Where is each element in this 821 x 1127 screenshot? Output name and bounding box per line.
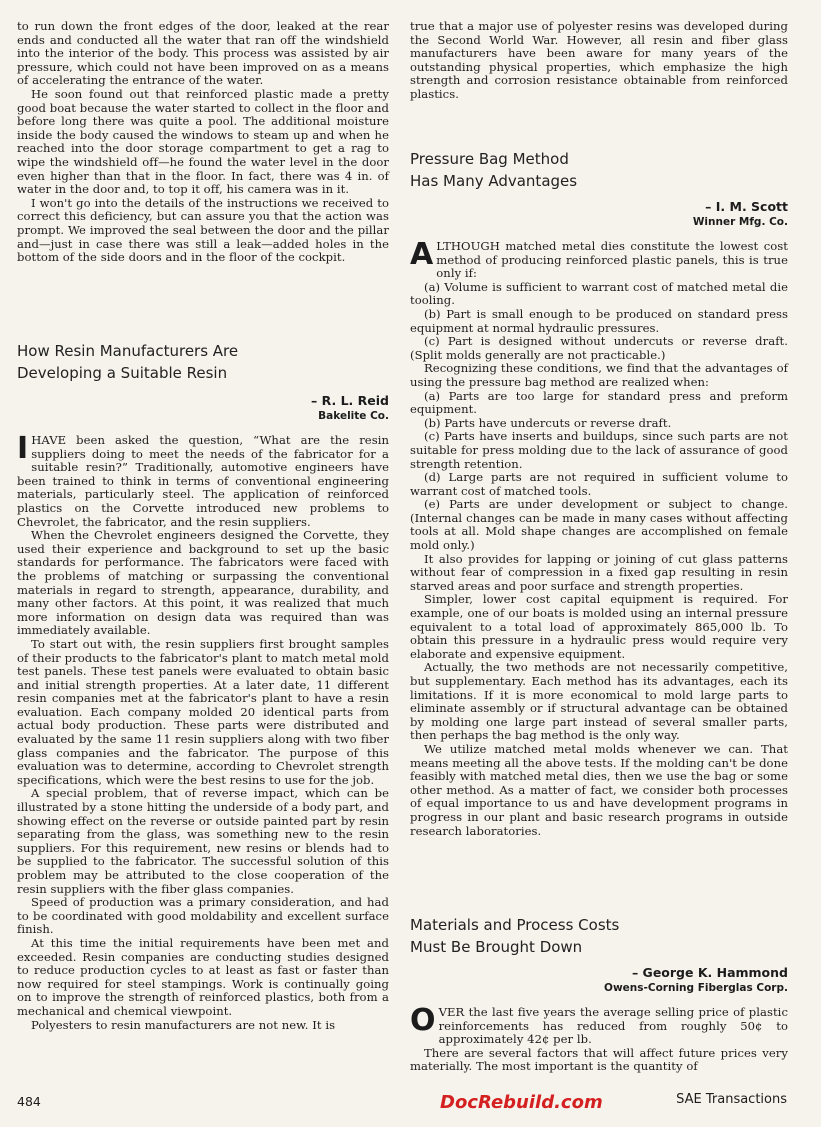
paragraph: We utilize matched metal molds whenever we can. That means meeting all the above tests. If the molding can't be done feasibly with matched metal dies, then we use the bag or some other method. As a matter of fact, we consider both processes of equal importance to us and have development programs in progress in our plant and basic research programs in outside research laboratories.: [410, 741, 788, 838]
paragraph: ALTHOUGH matched metal dies constitute the lowest cost method of producing reinforced plastic panels, this is true only if:: [410, 237, 788, 281]
paragraph: OVER the last five years the average selling price of plastic reinforcements has reduced from roughly 50¢ to approximately 42¢ per lb.: [410, 1003, 788, 1047]
paragraph: Actually, the two methods are not necessarily competitive, but supplementary. Each method has its advantages, each its limitations. If it is more economical to mold large parts to eliminate assembly or if structural advantage can be obtained by molding one large part instead of several smaller parts, then perhaps the bag method is the only way.: [410, 660, 788, 743]
section-costs: [410, 914, 788, 1074]
author-affiliation: Owens-Corning Fiberglas Corp.: [604, 982, 788, 994]
paragraph: (d) Large parts are not required in sufficient volume to warrant cost of matched tools.: [410, 470, 788, 498]
section-heading: Pressure Bag Method Has Many Advantages: [410, 150, 578, 190]
author-affiliation: Winner Mfg. Co.: [692, 216, 788, 228]
paragraph: IHAVE been asked the question, “What are the resin suppliers doing to meet the needs of the fabricator for a suitable resin?” Traditionally, automotive engineers have been trained to think in terms of conventional engineering materials, particularly steel. The application of reinforced plastics on the Corvette introduced new problems to Chevrolet, the fabricator, and the resin suppliers.: [17, 431, 389, 529]
drop-cap: I: [17, 431, 29, 466]
paragraph: When the Chevrolet engineers designed the Corvette, they used their experience and background to set up the basic standards for performance. The fabricators were faced with the problems of matching or surpassing the conventional materials in regard to strength, appearance, durability, and many other factors. At this point, it was realized that much more information on design data was required than was immediately available.: [17, 528, 389, 638]
paragraph: to run down the front edges of the door, leaked at the rear ends and conducted all the water that ran off the windshield into the interior of the body. This process was assisted by air pressure, which could not have been improved on as a means of accelerating the entrance of the water.: [17, 19, 389, 88]
paragraph: He soon found out that reinforced plastic made a pretty good boat because the water started to collect in the floor and before long there was quite a pool. The additional moisture inside the body caused the windows to steam up and when he reached into the door storage compartment to get a rag to wipe the windshield off—he found the water level in the door even higher than that in the floor. In fact, there was 4 in. of water in the door and, to top it off, his camera was in it.: [17, 86, 389, 197]
drop-cap: A: [410, 237, 434, 272]
paragraph: To start out with, the resin suppliers first brought samples of their products to the fabricator's plant to match metal mold test panels. These test panels were evaluated to obtain basic and initial strength properties. At a later date, 11 different resin companies met at the fabricator's plant to have a resin evaluation. Each company molded 20 identical parts from actual body production. These parts were distributed and evaluated by the same 11 resin suppliers along with two fiber glass companies and the fabricator. The purpose of this evaluation was to determine, according to Chevrolet strength specifications, which were the best resins to use for the job.: [17, 636, 389, 787]
paragraph: (b) Part is small enough to be produced on standard press equipment at normal hydraulic pressures.: [410, 306, 788, 335]
paragraph: (e) Parts are under development or subject to change. (Internal changes can be made in many cases without affecting tools at all. Mold shape changes are accomplished on female mold only.): [410, 497, 788, 553]
paragraph: Polyesters to resin manufacturers are not new. It is: [31, 1017, 336, 1032]
paragraph: Simpler, lower cost capital equipment is required. For example, one of our boats is molded using an internal pressure equivalent to a total load of approximately 865,000 lb. To obtain this pressure in a hydraulic press would require very elaborate and expensive equipment.: [410, 592, 788, 661]
journal-name: SAE Transactions: [676, 1092, 787, 1107]
author-name: – R. L. Reid: [311, 393, 389, 408]
paragraph: There are several factors that will affect future prices very materially. The most important is the quantity of: [410, 1045, 788, 1074]
paragraph: Speed of production was a primary consideration, and had to be coordinated with good moldability and excellent surface finish.: [17, 895, 389, 937]
paragraph: At this time the initial requirements have been met and exceeded. Resin companies are conducting studies designed to reduce production cycles to at least as fast or faster than now required for steel stampings. Work is continually going on to improve the strength of reinforced plastics, both from a mechanical and chemical viewpoint.: [17, 935, 389, 1018]
section-body: [410, 1003, 788, 1074]
section-resin: [17, 340, 389, 1032]
paragraph: Recognizing these conditions, we find that the advantages of using the pressure bag method are realized when:: [410, 361, 788, 389]
page-number: 484: [17, 1094, 41, 1109]
paragraph: true that a major use of polyester resins was developed during the Second World War. However, all resin and fiber glass manufacturers have been aware for many years of the outstanding physical properties, which emphasize the high strength and corrosion resistance obtainable from reinforced plastics.: [410, 19, 788, 101]
author-affiliation: Bakelite Co.: [318, 410, 389, 422]
paragraph: (a) Volume is sufficient to warrant cost of matched metal die tooling.: [410, 279, 788, 308]
paragraph: It also provides for lapping or joining of cut glass patterns without fear of compression in a fixed gap resulting in resin starved areas and poor surface and strength properties.: [410, 551, 788, 593]
intro-text: [17, 20, 389, 265]
author-name: – George K. Hammond: [631, 965, 788, 980]
section-heading: How Resin Manufacturers Are Developing a Suitable Resin: [17, 342, 239, 382]
paragraph: (c) Parts have inserts and buildups, since such parts are not suitable for press molding due to the lack of assurance of good strength retention.: [410, 429, 788, 471]
paragraph: A special problem, that of reverse impact, which can be illustrated by a stone hitting the underside of a body part, and showing effect on the reverse or outside painted part by resin separating from the glass, was something new to the resin suppliers. For this requirement, new resins or blends had to be supplied to the fabricator. The successful solution of this problem may be attributed to the close cooperation of the resin suppliers with the fiber glass companies.: [17, 786, 389, 896]
intro-text: [410, 20, 788, 102]
paragraph: I won't go into the details of the instructions we received to correct this deficiency, but can assure you that the action was prompt. We improved the seal between the door and the pillar and—just in case there was still a leak—added holes in the bottom of the side doors and in the floor of the cockpit.: [17, 195, 389, 265]
watermark: DocRebuild.com: [440, 1092, 603, 1113]
section-body: [410, 237, 788, 838]
section-body: [17, 431, 389, 1032]
paragraph: (c) Part is designed without undercuts or reverse draft. (Split molds generally are not practicable.): [410, 334, 788, 362]
paragraph: (a) Parts are too large for standard press and preform equipment.: [410, 388, 788, 417]
paragraph: (b) Parts have undercuts or reverse draft.: [424, 415, 672, 430]
section-pressure-bag: [410, 148, 788, 838]
section-heading: Materials and Process Costs Must Be Brought Down: [410, 916, 620, 956]
author-name: – I. M. Scott: [705, 199, 788, 214]
drop-cap: O: [410, 1003, 436, 1038]
